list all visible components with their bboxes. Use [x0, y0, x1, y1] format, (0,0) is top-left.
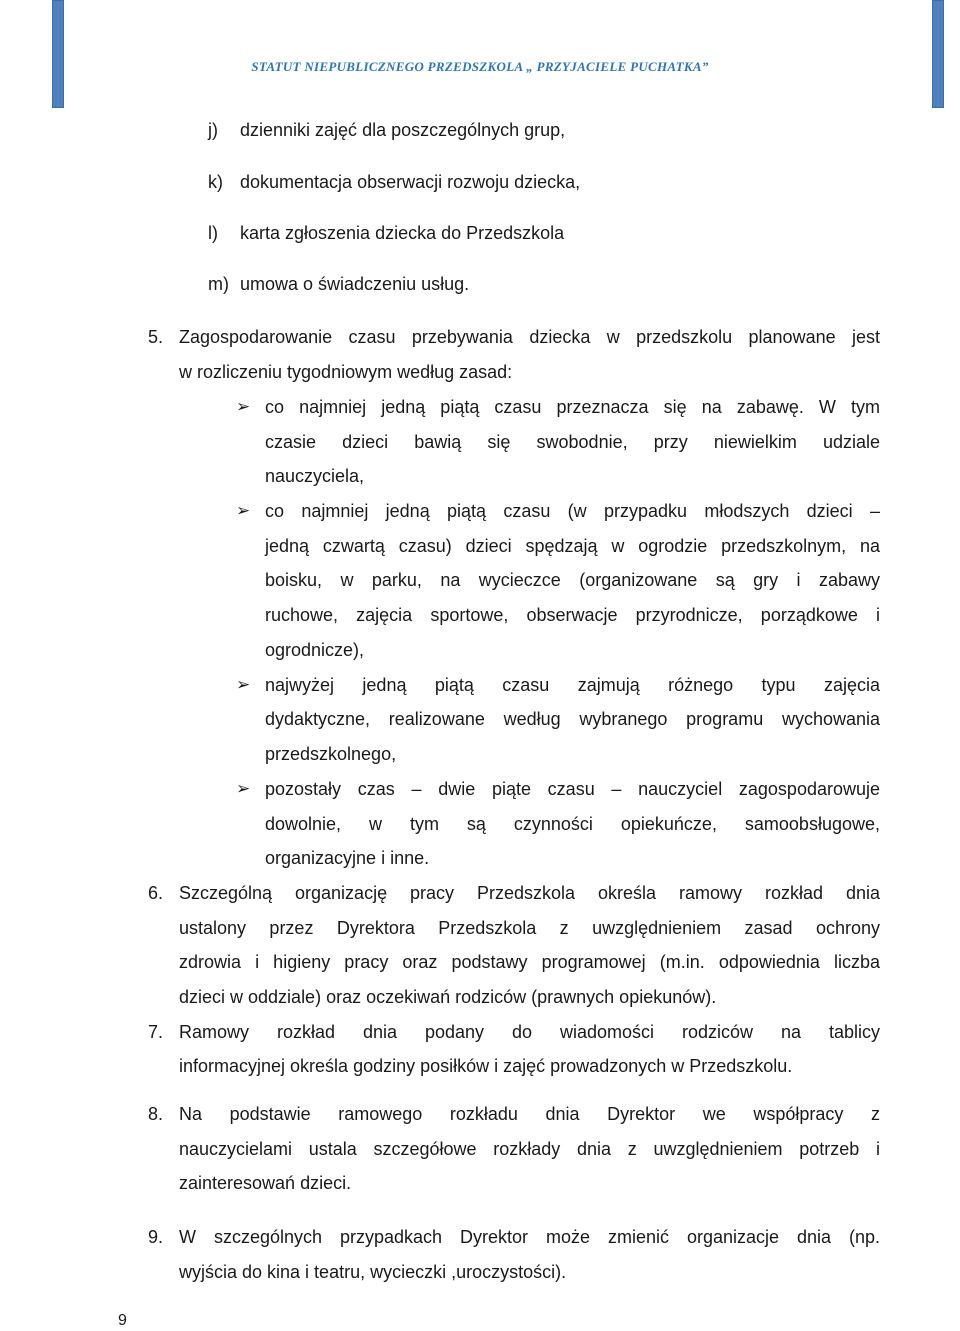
item7-line: Ramowy rozkład dnia podany do wiadomości rodziców na tablicy	[179, 1022, 880, 1042]
bullet3-line: przedszkolnego,	[265, 744, 397, 764]
sub-item-text-l: karta zgłoszenia dziecka do Przedszkola	[240, 223, 565, 243]
item6-line: ustalony przez Dyrektora Przedszkola z uwzględnieniem zasad ochrony	[179, 918, 880, 938]
item9-line: wyjścia do kina i teatru, wycieczki ,uroczystości).	[179, 1262, 567, 1282]
sub-item-marker-k: k)	[208, 172, 223, 192]
document-header-title: STATUT NIEPUBLICZNEGO PRZEDSZKOLA „ PRZYJACIELE PUCHATKA”	[251, 59, 709, 74]
sub-item-text-j: dzienniki zajęć dla poszczególnych grup,	[240, 120, 566, 140]
item8-line: nauczycielami ustala szczegółowe rozkłady dnia z uwzględnieniem potrzeb i	[179, 1139, 880, 1159]
bullet1-line: czasie dzieci bawią się swobodnie, przy niewielkim udziale	[265, 432, 880, 452]
item8-line: zainteresowań dzieci.	[179, 1173, 352, 1193]
item6-line: Szczególną organizację pracy Przedszkola określa ramowy rozkład dnia	[179, 883, 880, 903]
sub-item-text-k: dokumentacja obserwacji rozwoju dziecka,	[240, 172, 581, 192]
bullet4-line: dowolnie, w tym są czynności opiekuńcze, samoobsługowe,	[265, 814, 880, 834]
bullet3-line: najwyżej jedną piątą czasu zajmują różnego typu zajęcia	[265, 675, 880, 695]
bullet4-line: pozostały czas – dwie piąte czasu – nauczyciel zagospodarowuje	[265, 779, 880, 799]
item-number-7: 7.	[148, 1022, 164, 1042]
sub-item-marker-l: l)	[208, 223, 218, 243]
item-number-6: 6.	[148, 883, 164, 903]
item-number-9: 9.	[148, 1227, 164, 1247]
item-number-8: 8.	[148, 1104, 164, 1124]
page-number: 9	[118, 1312, 127, 1329]
arrow-bullet-icon: ➢	[236, 397, 251, 416]
header-decor-bar-right	[932, 0, 944, 108]
sub-item-marker-m: m)	[208, 274, 229, 294]
item-number-5: 5.	[148, 327, 164, 347]
item6-line: dzieci w oddziale) oraz oczekiwań rodziców (prawnych opiekunów).	[179, 987, 717, 1007]
bullet1-line: co najmniej jedną piątą czasu przeznacza się na zabawę. W tym	[265, 397, 880, 417]
bullet2-line: ruchowe, zajęcia sportowe, obserwacje przyrodnicze, porządkowe i	[265, 605, 880, 625]
bullet2-line: boisku, w parku, na wycieczce (organizowane są gry i zabawy	[265, 570, 880, 590]
bullet1-line: nauczyciela,	[265, 466, 365, 486]
arrow-bullet-icon: ➢	[236, 779, 251, 798]
item5-line: Zagospodarowanie czasu przebywania dziecka w przedszkolu planowane jest	[179, 327, 880, 347]
item6-line: zdrowia i higieny pracy oraz podstawy programowej (m.in. odpowiednia liczba	[179, 952, 880, 972]
bullet3-line: dydaktyczne, realizowane według wybranego programu wychowania	[265, 709, 880, 729]
arrow-bullet-icon: ➢	[236, 675, 251, 694]
bullet2-line: co najmniej jedną piątą czasu (w przypadku młodszych dzieci –	[265, 501, 880, 521]
item9-line: W szczególnych przypadkach Dyrektor może zmienić organizacje dnia (np.	[179, 1227, 880, 1247]
bullet4-line: organizacyjne i inne.	[265, 848, 430, 868]
bullet2-line: ogrodnicze),	[265, 640, 365, 660]
bullet2-line: jedną czwartą czasu) dzieci spędzają w ogrodzie przedszkolnym, na	[265, 536, 880, 556]
item5-line: w rozliczeniu tygodniowym według zasad:	[179, 362, 513, 382]
item7-line: informacyjnej określa godziny posiłków i zajęć prowadzonych w Przedszkolu.	[179, 1056, 793, 1076]
item8-line: Na podstawie ramowego rozkładu dnia Dyrektor we współpracy z	[179, 1104, 880, 1124]
header-decor-bar-left	[52, 0, 64, 108]
sub-item-marker-j: j)	[208, 120, 218, 140]
arrow-bullet-icon: ➢	[236, 501, 251, 520]
sub-item-text-m: umowa o świadczeniu usług.	[240, 274, 470, 294]
